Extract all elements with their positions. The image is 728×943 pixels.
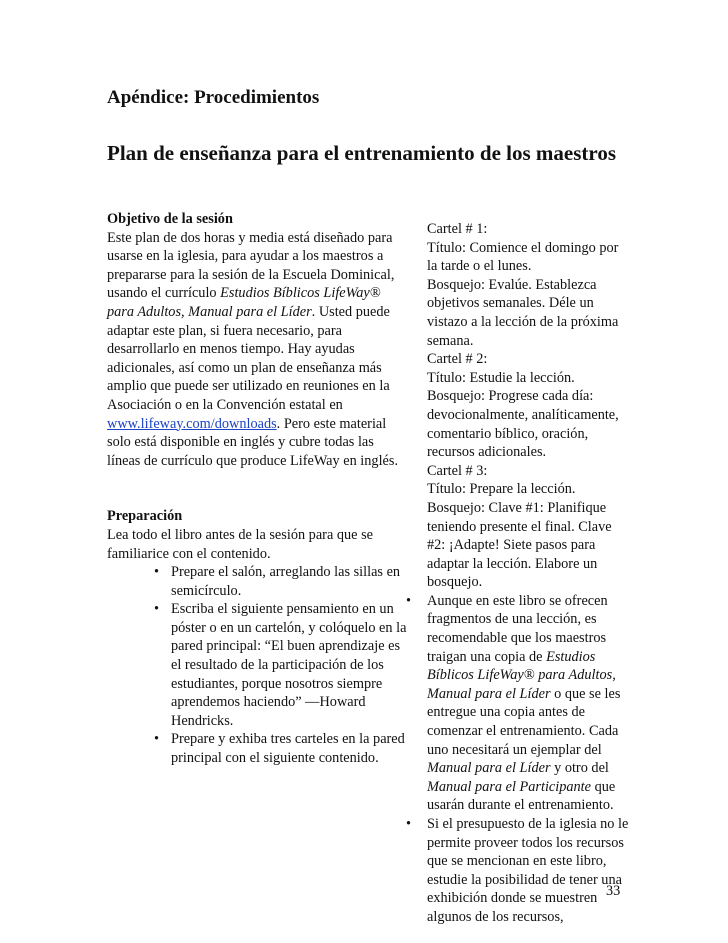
list-item: • Prepare el salón, arreglando las sillas en semicírculo.: [150, 563, 407, 600]
poster-2-title: Título: Estudie la lección.: [427, 369, 575, 386]
objective-text-2: . Usted puede adaptar este plan, si fuera necesario, para desarrollarlo en menos tiempo. Hay ayudas adicionales, así como un plan de enseñanza más amplio que puede ser utilizado en reuniones en la Asociación o en la Convención estatal en: [107, 303, 390, 413]
list-item: [405, 592, 630, 815]
preparation-heading: Preparación: [107, 508, 183, 525]
preparation-intro: Lea todo el libro antes de la sesión para que se familiarice con el contenido.: [107, 526, 373, 562]
objective-heading: Objetivo de la sesión: [107, 211, 233, 227]
bullet-1-italic-1: Estudios Bíblicos LifeWay® para Adultos, Manual para el Líder: [427, 648, 616, 702]
poster-1-label: Cartel # 1:: [427, 221, 488, 237]
bullet-1-text-3: y otro del: [550, 760, 609, 777]
poster-2-outline: Bosquejo: Progrese cada día: devocionalmente, analíticamente, comentario bíblico, oración, recursos adicionales.: [427, 388, 619, 461]
bullet-1-italic-3: Manual para el Participante: [427, 778, 591, 795]
objective-paragraph: [107, 229, 407, 471]
preparation-section: [107, 507, 407, 767]
poster-3-outline: Bosquejo: Clave #1: Planifique teniendo presente el final. Clave #2: ¡Adapte! Siete pasos para adaptar la lección. Elabore un bosquejo.: [427, 499, 612, 591]
downloads-link[interactable]: www.lifeway.com/downloads: [107, 415, 277, 432]
main-bullet-list: [405, 592, 630, 927]
poster-1-title: Título: Comience el domingo por la tarde o el lunes.: [427, 239, 619, 275]
page-number: 33: [606, 883, 621, 899]
objective-text-1: Este plan de dos horas y media está diseñado para usarse en la iglesia, para ayudar a los maestros a prepararse para la sesión de la Escuela Dominical, usando el currículo: [107, 229, 395, 302]
poster-3-label: Cartel # 3:: [427, 462, 488, 479]
list-item: • Prepare y exhiba tres carteles en la pared principal con el siguiente contenido.: [150, 730, 407, 767]
bullet-1-italic-2: Manual para el Líder: [427, 760, 551, 777]
right-column: [405, 220, 630, 927]
posters-block: [405, 220, 630, 592]
objective-italic-title: Estudios Bíblicos LifeWay® para Adultos, Manual para el Líder: [107, 285, 381, 320]
poster-2-label: Cartel # 2:: [427, 351, 488, 368]
left-column: [107, 210, 407, 768]
bullet-1-text-2: o que se les entregue una copia antes de comenzar el entrenamiento. Cada uno necesitará un ejemplar del: [427, 685, 621, 758]
appendix-title: Apéndice: Procedimientos: [107, 87, 320, 108]
objective-text-3: . Pero este material solo está disponible en inglés y cubre todas las líneas de currículo que produce LifeWay en inglés.: [107, 415, 399, 469]
plan-title: Plan de enseñanza para el entrenamiento de los maestros: [107, 141, 617, 165]
list-item: • Si el presupuesto de la iglesia no le permite proveer todos los recursos que se mencionan en este libro, estudie la posibilidad de tener una exhibición donde se muestren algunos de los recursos,: [405, 815, 630, 927]
preparation-list: [107, 563, 407, 768]
bullet-1-text-1: Aunque en este libro se ofrecen fragmentos de una lección, es recomendable que los maestros traigan una copia de: [427, 592, 608, 665]
bullet-1-text-4: que usarán durante el entrenamiento.: [427, 778, 616, 814]
poster-3-title: Título: Prepare la lección.: [427, 481, 576, 498]
poster-1-outline: Bosquejo: Evalúe. Establezca objetivos semanales. Déle un vistazo a la lección de la próxima semana.: [427, 276, 619, 349]
list-item: • Escriba el siguiente pensamiento en un póster o en un cartelón, y colóquelo en la pared principal: “El buen aprendizaje es el resultado de la participación de los estudiantes, porque nosotros siempre aprendemos haciendo” —Howard Hendricks.: [150, 600, 407, 730]
objective-section: [107, 210, 407, 470]
